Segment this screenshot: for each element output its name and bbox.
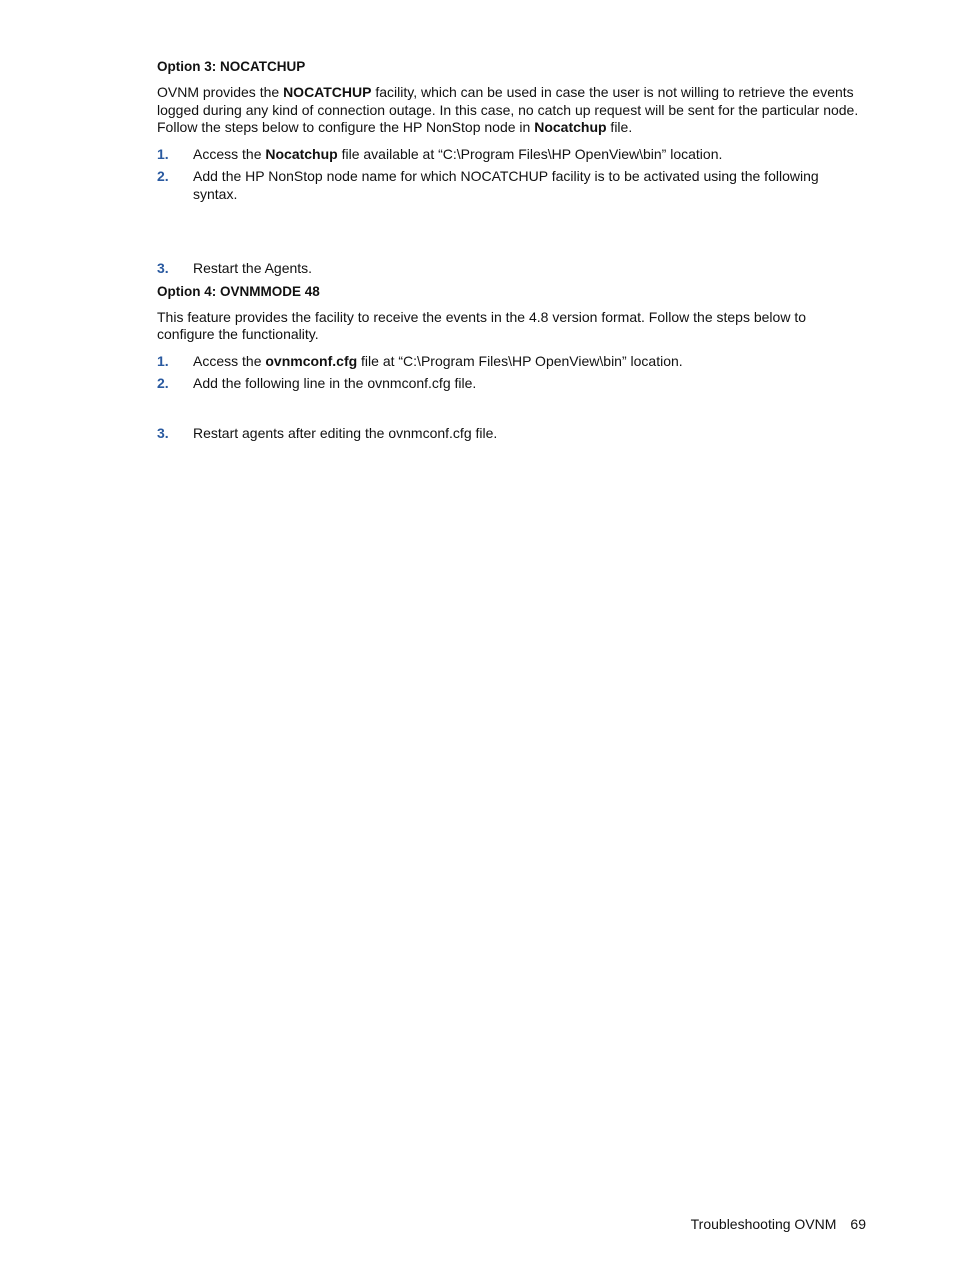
step-number: 1. bbox=[157, 352, 169, 369]
option3-paragraph bbox=[157, 84, 865, 137]
option4-heading: Option 4: OVNMMODE 48 bbox=[157, 283, 320, 299]
option4-step-1 bbox=[157, 353, 865, 371]
step-number: 3. bbox=[157, 260, 169, 276]
step-text bbox=[193, 353, 683, 369]
option4-step-2 bbox=[157, 375, 865, 393]
option4-step-3 bbox=[157, 425, 865, 443]
step-text: Add the following line in the ovnmconf.cfg file. bbox=[193, 375, 477, 391]
step-text-1: Access the bbox=[193, 145, 266, 162]
option3-para-text-1: OVNM provides the bbox=[157, 84, 284, 100]
page-content bbox=[157, 58, 865, 442]
option3-para-text-2: facility, which can be used in case the user is not willing to retrieve the events logged during any kind of connection outage. In this case, no catch up request will be sent for the particular node. Follow the steps below to configure the HP NonStop node in bbox=[157, 84, 859, 135]
step-number: 1. bbox=[157, 145, 169, 162]
step-text-2: file available at “C:\Program Files\HP OpenView\bin” location. bbox=[337, 145, 723, 162]
option3-para-text-3: file. bbox=[606, 119, 633, 135]
step-text-2: file at “C:\Program Files\HP OpenView\bin” location. bbox=[357, 352, 683, 369]
page-footer bbox=[691, 1216, 866, 1233]
step-text: Add the HP NonStop node name for which NOCATCHUP facility is to be activated using the following syntax. bbox=[193, 168, 819, 202]
step-number: 3. bbox=[157, 424, 169, 441]
option3-para-bold-nocatchup-file: Nocatchup bbox=[534, 119, 607, 135]
step-text: Restart agents after editing the ovnmconf.cfg file. bbox=[193, 424, 498, 441]
option3-steps bbox=[157, 146, 865, 278]
option3-step-3 bbox=[157, 260, 865, 278]
step-text-1: Access the bbox=[193, 352, 266, 369]
step-bold-filename: Nocatchup bbox=[265, 145, 338, 162]
option3-para-bold-nocatchup: NOCATCHUP bbox=[283, 84, 372, 100]
footer-section-title: Troubleshooting OVNM bbox=[690, 1216, 837, 1232]
step-text bbox=[193, 146, 722, 162]
option4-paragraph: This feature provides the facility to receive the events in the 4.8 version format. Follow the steps below to configure the functionality. bbox=[157, 308, 806, 342]
option4-steps bbox=[157, 353, 865, 443]
option3-step-1 bbox=[157, 146, 865, 164]
page-number: 69 bbox=[850, 1216, 866, 1232]
step-bold-filename: ovnmconf.cfg bbox=[265, 352, 358, 369]
step-number: 2. bbox=[157, 375, 169, 391]
step-number: 2. bbox=[157, 168, 169, 184]
step-text: Restart the Agents. bbox=[193, 260, 313, 276]
option3-step-2 bbox=[157, 168, 865, 203]
option3-heading: Option 3: NOCATCHUP bbox=[157, 59, 306, 74]
